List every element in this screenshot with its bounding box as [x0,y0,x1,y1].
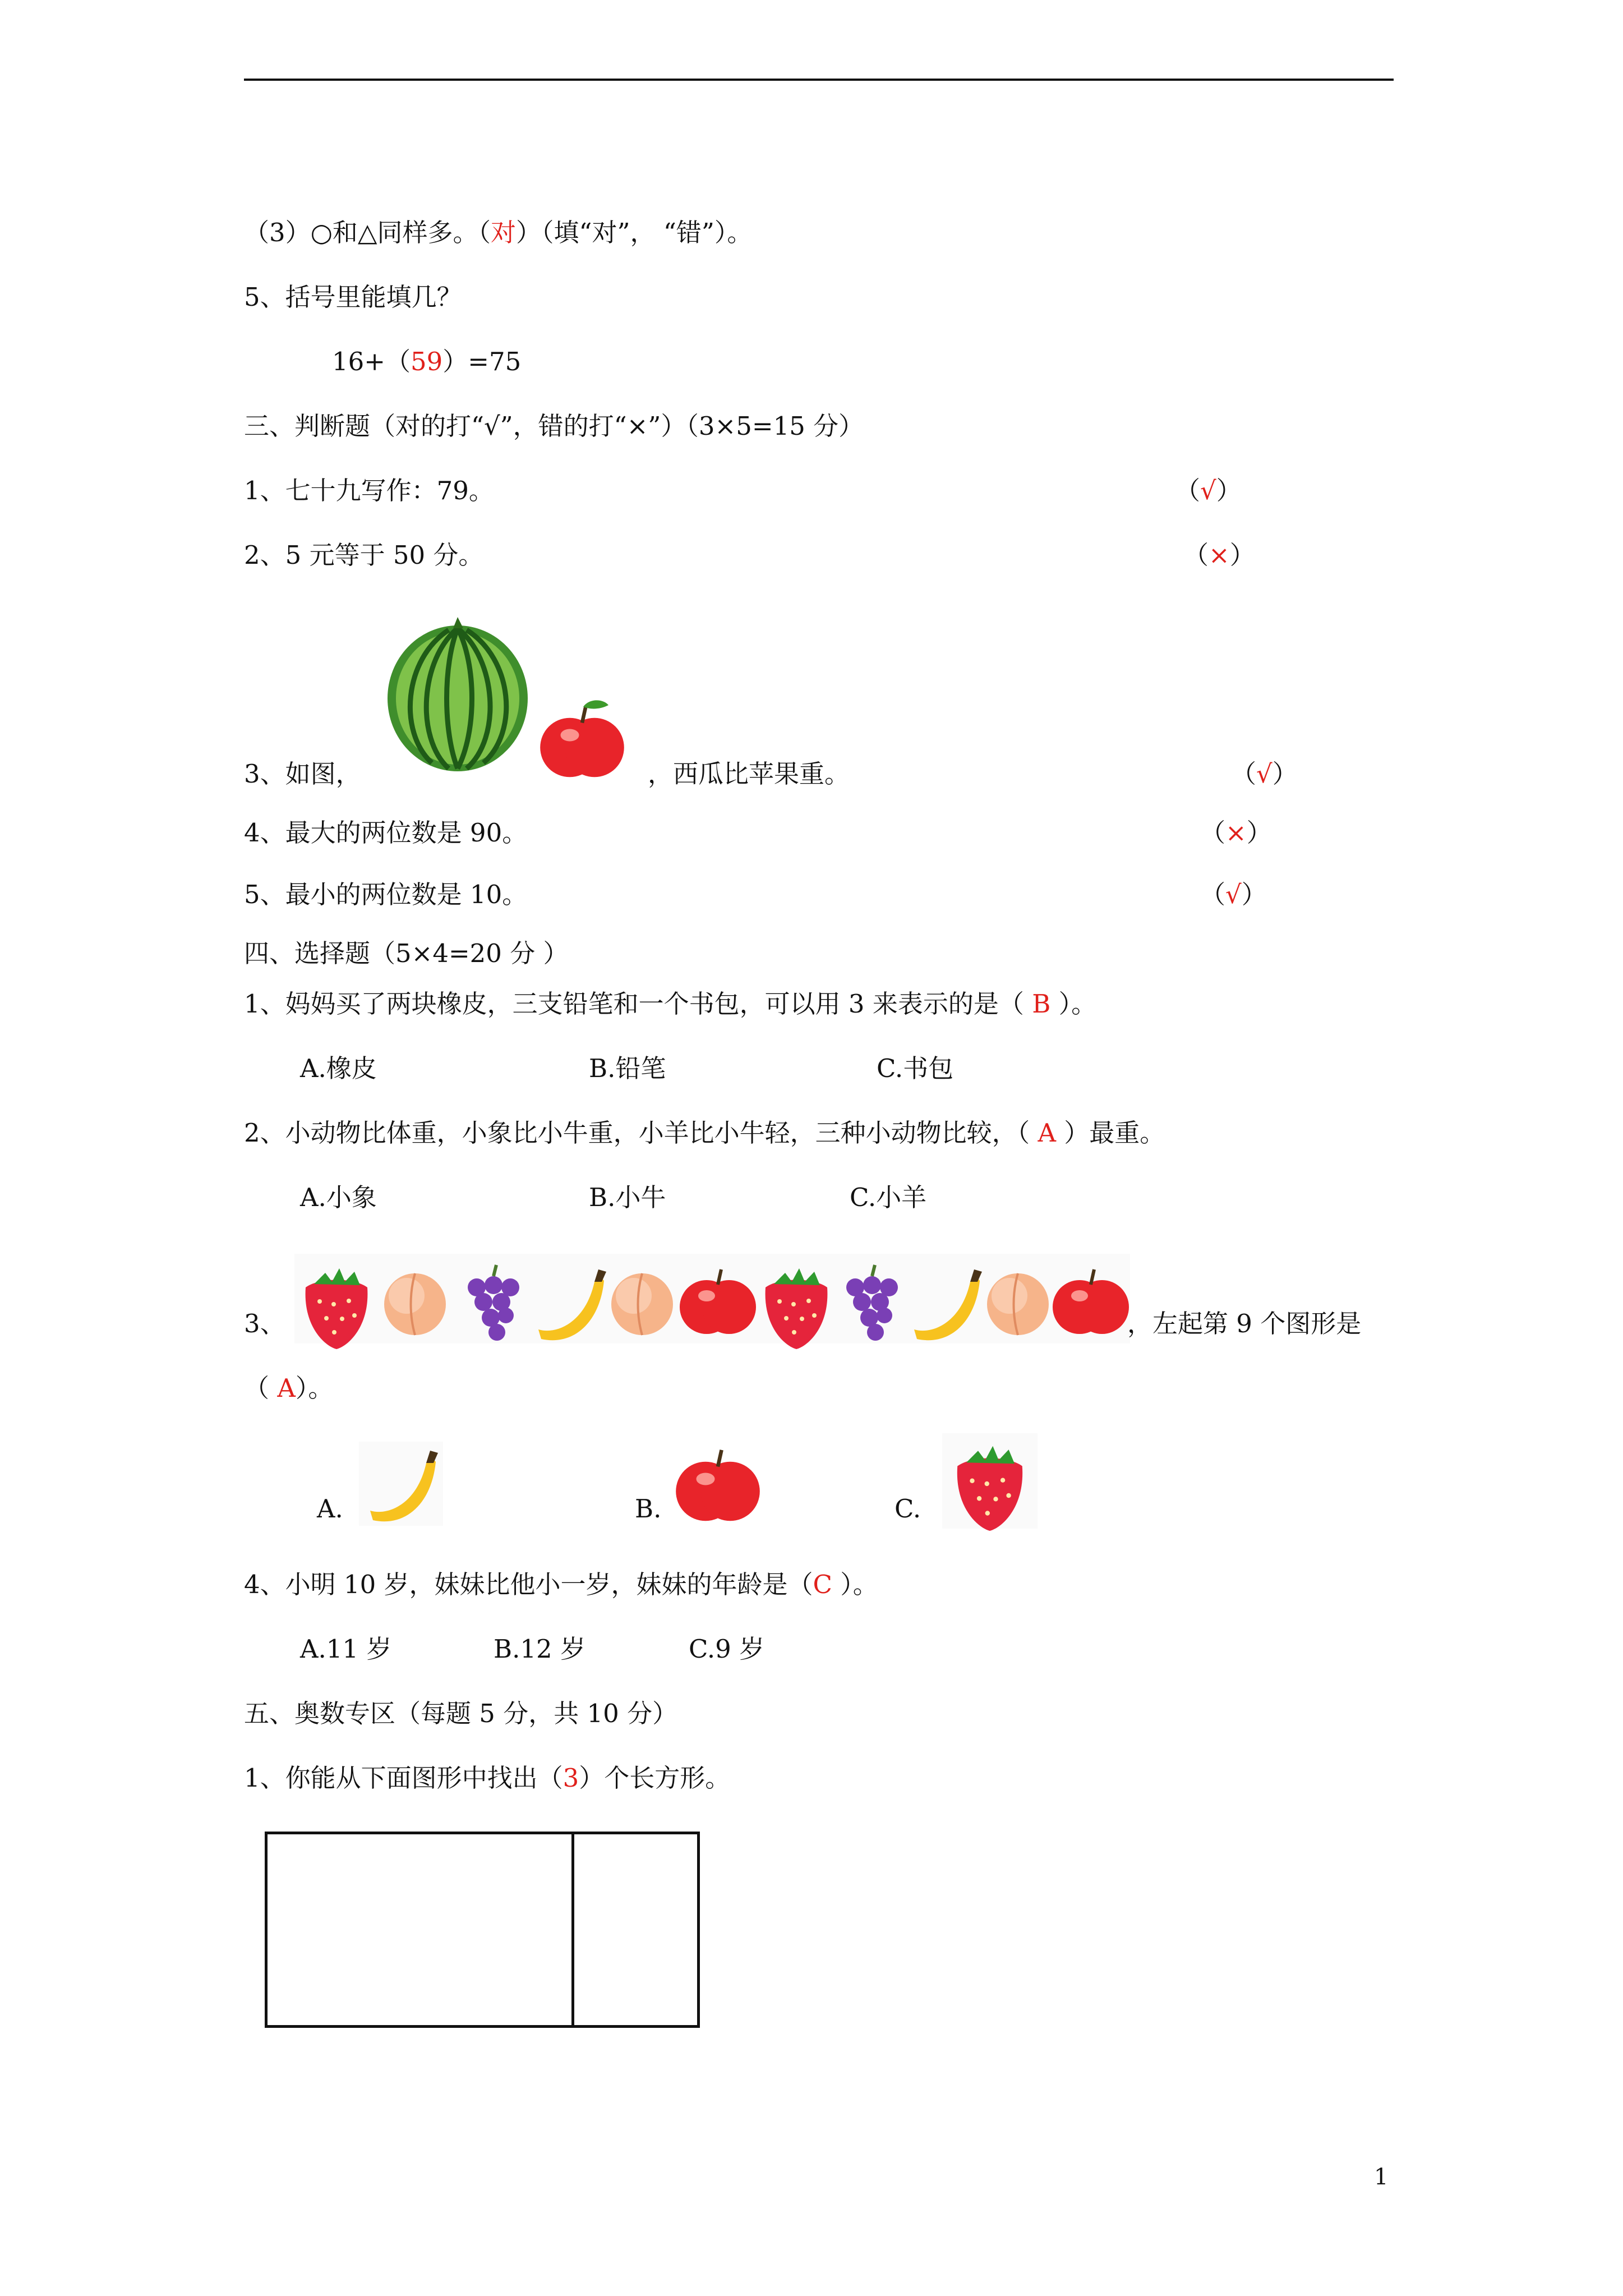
sec3-item-5: 5、最小的两位数是 10。 [244,880,528,909]
sec4-q4-answer: C [813,1570,832,1599]
option-strawberry-picture [942,1433,1038,1529]
sec4-q1-answer: B [1032,989,1051,1019]
sec4-q4: 4、小明 10 岁，妹妹比他小一岁，妹妹的年龄是（C ）。 [244,1570,878,1599]
header-rule [244,79,1394,81]
sec4-title: 四、选择题（5×4=20 分 ） [244,938,569,968]
sec3-mark-2: （×） [1183,540,1255,570]
sec3-mark-3: （√） [1231,759,1298,789]
sec3-item-4: 4、最大的两位数是 90。 [244,818,528,848]
sec4-q3-option-c: C. [895,1494,921,1524]
seq-peach-3 [987,1273,1049,1335]
sec4-q4-option-a: A.11 岁 [300,1634,392,1664]
sec4-q2-option-b: B.小牛 [589,1182,666,1212]
page-number: 1 [1374,2164,1389,2190]
sec4-q4-option-c: C.9 岁 [689,1634,765,1664]
sec5-q1: 1、你能从下面图形中找出（3）个长方形。 [244,1763,731,1793]
sec4-q1: 1、妈妈买了两块橡皮，三支铅笔和一个书包，可以用 3 来表示的是（ B ）。 [244,989,1097,1019]
watermelon-apple-picture [387,614,623,788]
sec4-q4-option-b: B.12 岁 [494,1634,585,1664]
q4-3-answer: 对 [491,218,517,247]
sec4-q3-text: ，左起第 9 个图形是 [1127,1309,1362,1338]
sec3-mark-1: （√） [1175,476,1242,505]
sec4-q1-option-c: C.书包 [877,1053,954,1083]
sec4-q3-answer: A [277,1373,296,1403]
q4-3-line: （3）○和△同样多。（对）（填“对”， “错”）。 [244,218,753,247]
sec3-mark-5: （√） [1200,880,1267,909]
sec4-q1-option-b: B.铅笔 [589,1053,666,1083]
seq-peach-2 [611,1273,673,1335]
sec5-title: 五、奥数专区（每题 5 分，共 10 分） [244,1699,678,1728]
fruit-sequence-picture [294,1248,1130,1349]
sec4-q3-option-b: B. [635,1494,662,1524]
q5-answer: 59 [410,347,443,376]
sec3-item-2: 2、5 元等于 50 分。 [244,540,484,570]
sec4-q3-option-a: A. [317,1494,343,1524]
seq-peach-1 [384,1273,446,1335]
sec5-q1-answer: 3 [562,1763,579,1793]
sec3-title: 三、判断题（对的打“√”，错的打“×”）（3×5=15 分） [244,411,864,441]
sec3-item-3-tail: ，西瓜比苹果重。 [648,759,850,789]
sec4-q1-option-a: A.橡皮 [300,1053,377,1083]
sec3-mark-4: （×） [1200,818,1272,848]
sec4-q2: 2、小动物比体重，小象比小牛重，小羊比小牛轻，三种小动物比较，（ A ）最重。 [244,1118,1165,1148]
sec4-q2-option-c: C.小羊 [850,1182,927,1212]
rectangle-divider [571,1834,574,2025]
sec4-q2-option-a: A.小象 [300,1182,377,1212]
sec4-q2-answer: A [1038,1118,1056,1148]
rectangle-figure [265,1832,700,2028]
sec4-q3-answer-line: （ A）。 [244,1373,334,1403]
sec3-item-1: 1、七十九写作：79。 [244,476,494,505]
sec3-item-3: 3、如图， [244,759,361,789]
option-banana-picture [359,1442,443,1526]
q5-equation: 16+（59）=75 [332,347,522,376]
sec4-q3-prefix: 3、 [244,1309,285,1338]
q5-title: 5、括号里能填几？ [244,282,462,312]
option-apple-picture [676,1444,760,1523]
